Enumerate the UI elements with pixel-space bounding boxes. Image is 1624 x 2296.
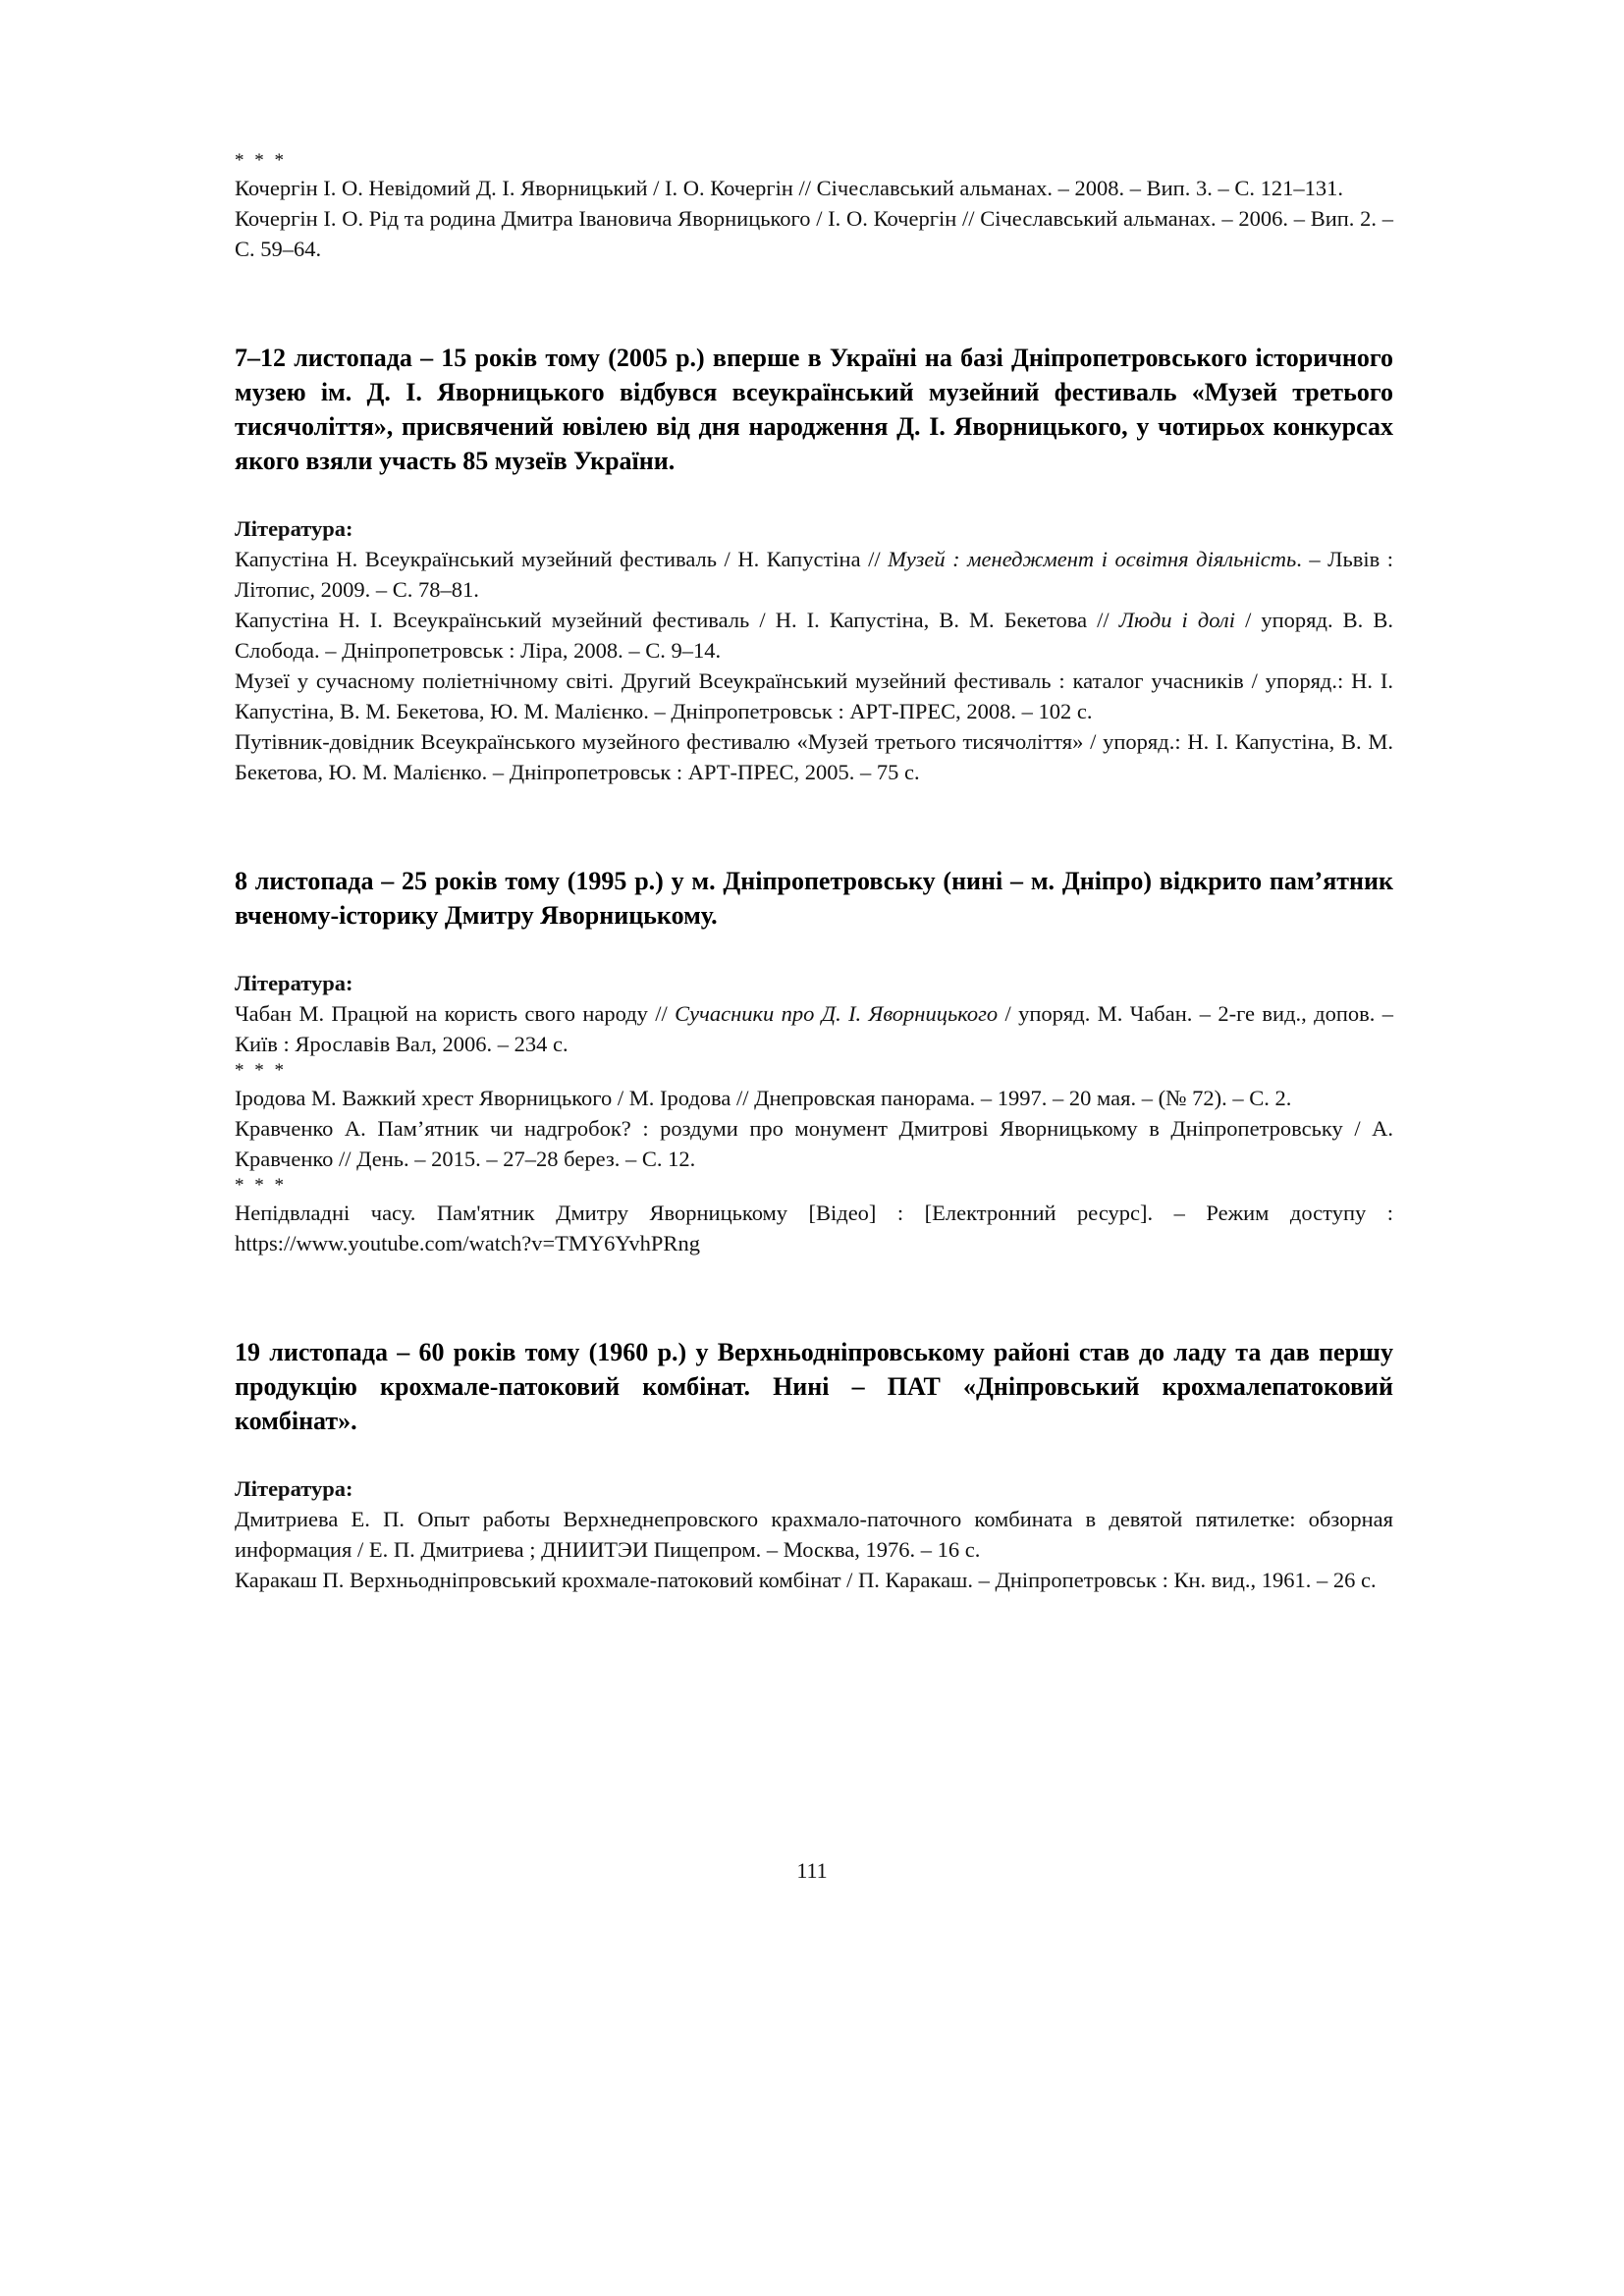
reference-item: Капустіна Н. І. Всеукраїнський музейний фестиваль / Н. І. Капустіна, В. М. Бекетова // Люди і долі / упоряд. В. В. Слобода. – Дніпропетровськ : Ліра, 2008. – С. 9–14. [235,608,1394,663]
separator: * * * [235,1175,287,1196]
separator: * * * [235,1060,287,1081]
reference-item: Непідвладні часу. Пам'ятник Дмитру Яворницькому [Відео] : [Електронний ресурс]. – Режим доступу : https://www.youtube.com/watch?v=TMY6YvhPRng [235,1201,1393,1255]
reference-item: Кочергін І. О. Рід та родина Дмитра Івановича Яворницького / І. О. Кочергін // Січеславський альманах. – 2006. – Вип. 2. – С. 59–64. [235,206,1393,261]
section-heading: 8 листопада – 25 років тому (1995 р.) у м. Дніпропетровську (нині – м. Дніпро) відкрито пам’ятник вченому-історику Дмитру Яворницькому. [235,867,1393,930]
separator: * * * [235,150,287,171]
literature-label: Література: [235,516,353,541]
literature-label: Література: [235,971,353,995]
reference-item: Чабан М. Працюй на користь свого народу // Сучасники про Д. І. Яворницького / упоряд. М. Чабан. – 2-ге вид., допов. – Київ : Ярославів Вал, 2006. – 234 с. [235,1001,1393,1056]
reference-item: Кочергін І. О. Невідомий Д. І. Яворницький / І. О. Кочергін // Січеславський альманах. – 2008. – Вип. 3. – С. 121–131. [235,176,1343,200]
section-heading: 19 листопада – 60 років тому (1960 р.) у Верхньодніпровському районі став до ладу та дав першу продукцію крохмале-патоковий комбінат. Нині – ПАТ «Дніпровський крохмалепатоковий комбінат». [235,1338,1393,1435]
reference-item: Музеї у сучасному поліетнічному світі. Другий Всеукраїнський музейний фестиваль : каталог учасників / упоряд.: Н. І. Капустіна, В. М. Бекетова, Ю. М. Малієнко. – Дніпропетровськ : АРТ-ПРЕС, 2008. – 102 с. [235,668,1393,723]
reference-item: Каракаш П. Верхньодніпровський крохмале-патоковий комбінат / П. Каракаш. – Дніпропетровськ : Кн. вид., 1961. – 26 с. [235,1568,1377,1592]
reference-item: Іродова М. Важкий хрест Яворницького / М. Іродова // Днепровская панорама. – 1997. – 20 мая. – (№ 72). – С. 2. [235,1086,1292,1110]
reference-item: Капустіна Н. Всеукраїнський музейний фестиваль / Н. Капустіна // Музей : менеджмент і освітня діяльність. – Львів : Літопис, 2009. – С. 78–81. [235,547,1393,602]
reference-item: Путівник-довідник Всеукраїнського музейного фестивалю «Музей третього тисячоліття» / упоряд.: Н. І. Капустіна, В. М. Бекетова, Ю. М. Малієнко. – Дніпропетровськ : АРТ-ПРЕС, 2005. – 75 с. [235,729,1393,784]
reference-item: Дмитриева Е. П. Опыт работы Верхнеднепровского крахмало-паточного комбината в девятой пятилетке: обзорная информация / Е. П. Дмитриева ; ДНИИТЭИ Пищепром. – Москва, 1976. – 16 с. [235,1507,1393,1562]
page-content [235,149,1393,1595]
section-heading: 7–12 листопада – 15 років тому (2005 р.) вперше в Україні на базі Дніпропетровського історичного музею ім. Д. І. Яворницького відбувся всеукраїнський музейний фестиваль «Музей третього тисячоліття», присвячений ювілею від дня народження Д. І. Яворницького, у чотирьох конкурсах якого взяли участь 85 музеїв України. [235,344,1393,475]
page-number: 111 [796,1858,828,1883]
literature-label: Література: [235,1476,353,1501]
reference-item: Кравченко А. Пам’ятник чи надгробок? : роздуми про монумент Дмитрові Яворницькому в Дніпропетровську / А. Кравченко // День. – 2015. – 27–28 берез. – С. 12. [235,1116,1393,1171]
